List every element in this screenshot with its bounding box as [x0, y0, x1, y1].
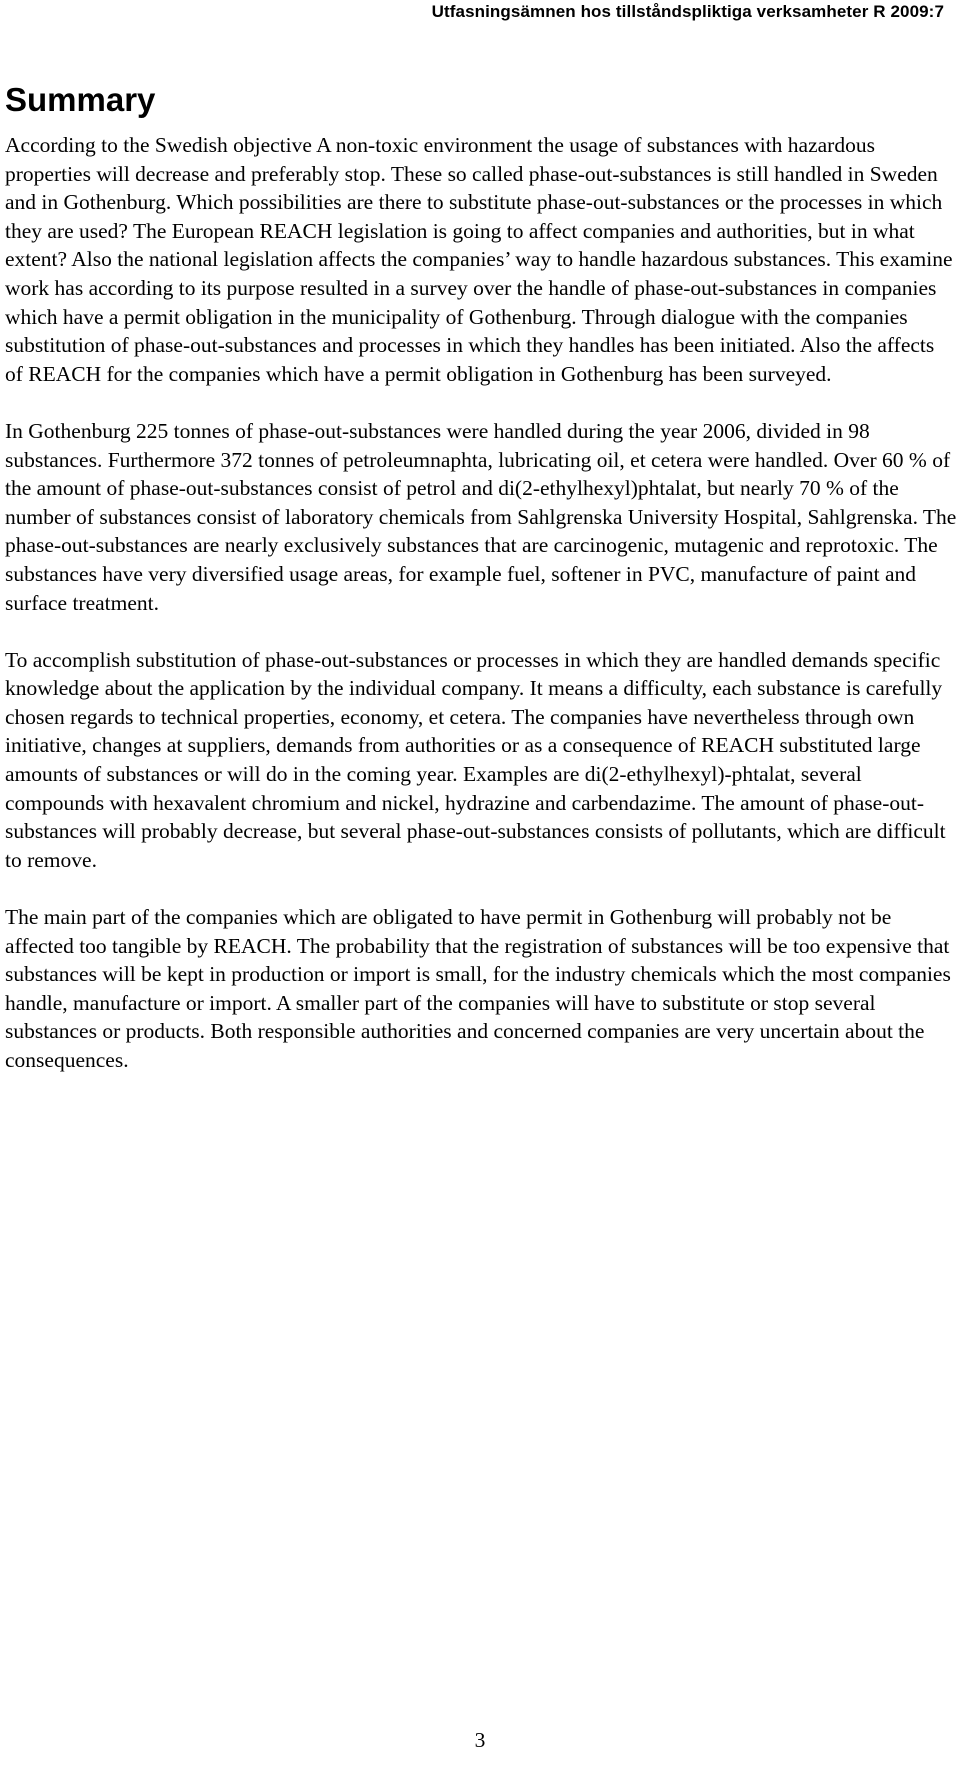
- running-header: Utfasningsämnen hos tillståndspliktiga verksamheter R 2009:7: [431, 2, 944, 21]
- paragraph: To accomplish substitution of phase-out-substances or processes in which they are handled demands specific knowledge about the application by the individual company. It means a difficulty, each substance is carefully chosen regards to technical properties, economy, et cetera. The companies have nevertheless through own initiative, changes at suppliers, demands from authorities or as a consequence of REACH substituted large amounts of substances or will do in the coming year. Examples are di(2-ethylhexyl)-phtalat, several compounds with hexavalent chromium and nickel, hydrazine and carbendazime. The amount of phase-out-substances will probably decrease, but several phase-out-substances consists of pollutants, which are difficult to remove.: [5, 647, 946, 872]
- summary-body: [5, 131, 957, 1103]
- paragraph: According to the Swedish objective A non-toxic environment the usage of substances with hazardous properties will decrease and preferably stop. These so called phase-out-substances is still handled in Sweden and in Gothenburg. Which possibilities are there to substitute phase-out-substances or the processes in which they are used? The European REACH legislation is going to affect companies and authorities, but in what extent? Also the national legislation affects the companies’ way to handle hazardous substances. This examine work has according to its purpose resulted in a survey over the handle of phase-out-substances in companies which have a permit obligation in the municipality of Gothenburg. Through dialogue with the companies substitution of phase-out-substances and processes in which they handles has been initiated. Also the affects of REACH for the companies which have a permit obligation in Gothenburg has been surveyed.: [5, 133, 953, 386]
- page-title: Summary: [5, 81, 156, 118]
- paragraph: In Gothenburg 225 tonnes of phase-out-substances were handled during the year 2006, divided in 98 substances. Furthermore 372 tonnes of petroleumnaphta, lubricating oil, et cetera were handled. Over 60 % of the amount of phase-out-substances consist of petrol and di(2-ethylhexyl)phtalat, but nearly 70 % of the number of substances consist of laboratory chemicals from Sahlgrenska University Hospital, Sahlgrenska. The phase-out-substances are nearly exclusively substances that are carcinogenic, mutagenic and reprotoxic. The substances have very diversified usage areas, for example fuel, softener in PVC, manufacture of paint and surface treatment.: [5, 418, 957, 615]
- paragraph: The main part of the companies which are obligated to have permit in Gothenburg will probably not be affected too tangible by REACH. The probability that the registration of substances will be too expensive that substances will be kept in production or import is small, for the industry chemicals which the most companies handle, manufacture or import. A smaller part of the companies will have to substitute or stop several substances or products. Both responsible authorities and concerned companies are very uncertain about the consequences.: [5, 905, 951, 1072]
- page-number: 3: [474, 1728, 486, 1752]
